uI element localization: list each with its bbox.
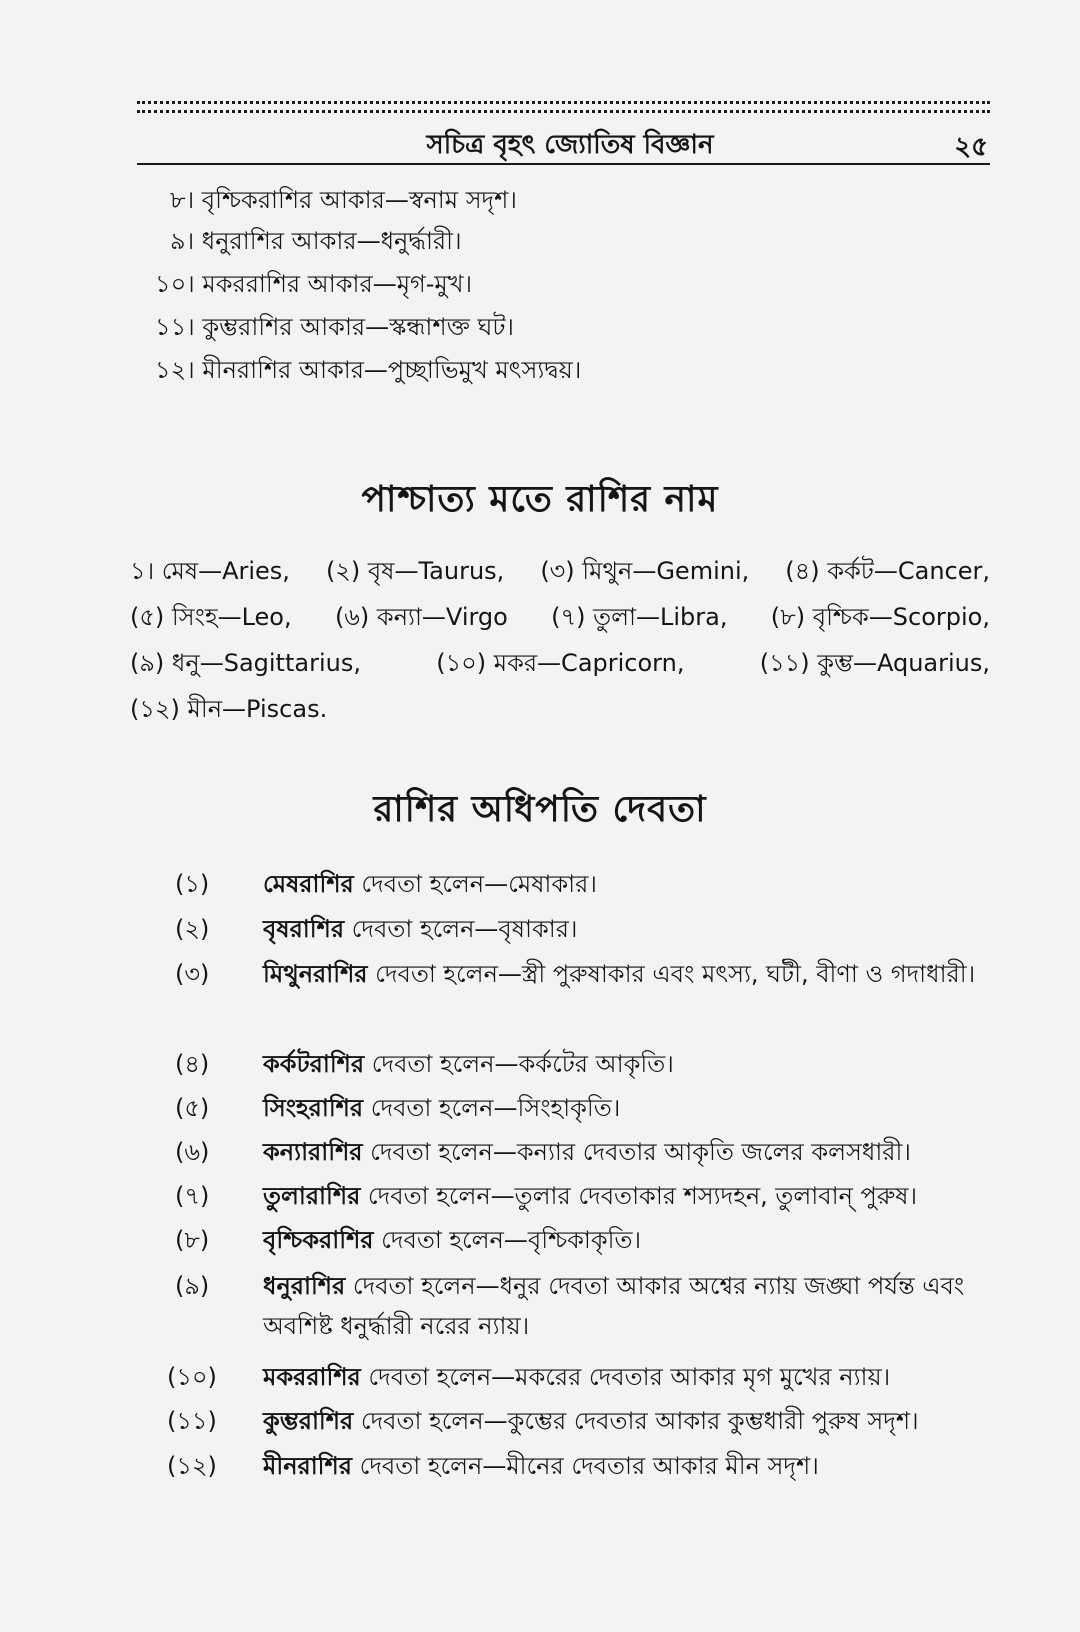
deity-description: দেবতা হলেন—তুলার দেবতাকার শস্যদহন, তুলাবান্ পুরুষ। — [360, 1182, 918, 1210]
sign-entry: (৯) ধনু—Sagittarius, — [130, 649, 361, 677]
paragraph-line — [130, 553, 990, 593]
rashi-name: কুম্ভরাশির — [263, 1407, 354, 1435]
rashi-name: সিংহরাশির — [263, 1094, 364, 1122]
deity-description: দেবতা হলেন—বৃশ্চিকাকৃতি। — [373, 1226, 642, 1254]
item-text — [263, 1446, 993, 1486]
list-item: ১১। কুম্ভরাশির আকার—স্কন্ধাশক্ত ঘট। — [155, 313, 515, 341]
item-number: (৭) — [175, 1182, 210, 1210]
item-text — [263, 1132, 993, 1172]
item-number: (৮) — [175, 1226, 210, 1254]
rashi-name: তুলারাশির — [263, 1182, 361, 1210]
item-text — [263, 864, 993, 904]
paragraph-line — [130, 645, 990, 685]
item-number: (৬) — [175, 1138, 210, 1166]
deity-description: দেবতা হলেন—সিংহাকৃতি। — [363, 1094, 621, 1122]
deity-description: দেবতা হলেন—বৃষাকার। — [344, 915, 578, 943]
item-text — [263, 954, 993, 994]
list-item: ১২। মীনরাশির আকার—পুচ্ছাভিমুখ মৎস্যদ্বয়। — [155, 356, 582, 384]
item-number: (১০) — [167, 1363, 217, 1391]
item-text — [263, 1401, 993, 1441]
page-number: ২৫ — [954, 132, 988, 162]
section-heading-western-names: পাশ্চাত্য মতে রাশির নাম — [361, 479, 719, 520]
sign-entry: (২) বৃষ—Taurus, — [325, 557, 505, 585]
sign-entry: (১২) মীন—Piscas. — [130, 695, 328, 723]
list-item: ১০। মকররাশির আকার—মৃগ-মুখ। — [155, 270, 473, 298]
item-text — [263, 1044, 993, 1084]
item-number: (১) — [175, 870, 210, 898]
rashi-name: বৃষরাশির — [263, 915, 345, 943]
deity-description: দেবতা হলেন—ধনুর দেবতা আকার অশ্বের ন্যায় জঙ্ঘা পর্যন্ত এবং অবশিষ্ট ধনুর্দ্ধারী নরের ন্যায়। — [263, 1272, 965, 1340]
item-text — [263, 909, 993, 949]
item-number: (১১) — [167, 1407, 217, 1435]
sign-entry: ১। মেষ—Aries, — [130, 557, 290, 585]
rashi-name: মকররাশির — [263, 1363, 361, 1391]
rashi-name: কন্যারাশির — [263, 1138, 363, 1166]
rashi-name: ধনুরাশির — [263, 1272, 346, 1300]
deity-description: দেবতা হলেন—কুম্ভের দেবতার আকার কুম্ভধারী পুরুষ সদৃশ। — [353, 1407, 919, 1435]
item-text — [263, 1266, 993, 1346]
sign-entry: (৮) বৃশ্চিক—Scorpio, — [770, 603, 990, 631]
item-number: (৩) — [175, 960, 210, 988]
item-number: (১২) — [167, 1452, 217, 1480]
rashi-name: মীনরাশির — [263, 1452, 352, 1480]
item-text — [263, 1088, 993, 1128]
paragraph-line — [130, 599, 990, 639]
deity-description: দেবতা হলেন—কর্কটের আকৃতি। — [364, 1050, 674, 1078]
sign-entry: (৬) কন্যা—Virgo — [334, 603, 508, 631]
rashi-name: মেষরাশির — [263, 870, 354, 898]
item-text — [263, 1220, 993, 1260]
header-rule — [137, 163, 990, 165]
sign-entry: (১১) কুম্ভ—Aquarius, — [759, 649, 990, 677]
item-number: (৪) — [175, 1050, 210, 1078]
rashi-name: কর্কটরাশির — [263, 1050, 365, 1078]
section-heading-deities: রাশির অধিপতি দেবতা — [373, 789, 707, 830]
paragraph-line — [130, 691, 990, 731]
rashi-name: বৃশ্চিকরাশির — [263, 1226, 374, 1254]
sign-entry: (১০) মকর—Capricorn, — [436, 649, 685, 677]
rashi-name: মিথুনরাশির — [263, 960, 368, 988]
item-number: (৫) — [175, 1094, 210, 1122]
top-dotted-rule — [137, 101, 990, 113]
list-item: ৯। ধনুরাশির আকার—ধনুর্দ্ধারী। — [170, 227, 462, 255]
deity-description: দেবতা হলেন—মীনের দেবতার আকার মীন সদৃশ। — [351, 1452, 819, 1480]
deity-description: দেবতা হলেন—কন্যার দেবতার আকৃতি জলের কলসধারী। — [362, 1138, 911, 1166]
sign-entry: (৪) কর্কট—Cancer, — [785, 557, 990, 585]
running-title: সচিত্র বৃহৎ জ্যোতিষ বিজ্ঞান — [426, 130, 714, 160]
item-text — [263, 1176, 993, 1216]
sign-entry: (৭) তুলা—Libra, — [551, 603, 728, 631]
item-number: (৯) — [175, 1272, 210, 1300]
item-number: (২) — [175, 915, 210, 943]
list-item: ৮। বৃশ্চিকরাশির আকার—স্বনাম সদৃশ। — [170, 186, 517, 214]
deity-description: দেবতা হলেন—মেষাকার। — [353, 870, 597, 898]
sign-entry: (৫) সিংহ—Leo, — [130, 603, 292, 631]
sign-entry: (৩) মিথুন—Gemini, — [540, 557, 750, 585]
item-text — [263, 1357, 993, 1397]
deity-description: দেবতা হলেন—মকরের দেবতার আকার মৃগ মুখের ন্যায়। — [360, 1363, 891, 1391]
deity-description: দেবতা হলেন—স্ত্রী পুরুষাকার এবং মৎস্য, ঘটী, বীণা ও গদাধারী। — [367, 960, 976, 988]
